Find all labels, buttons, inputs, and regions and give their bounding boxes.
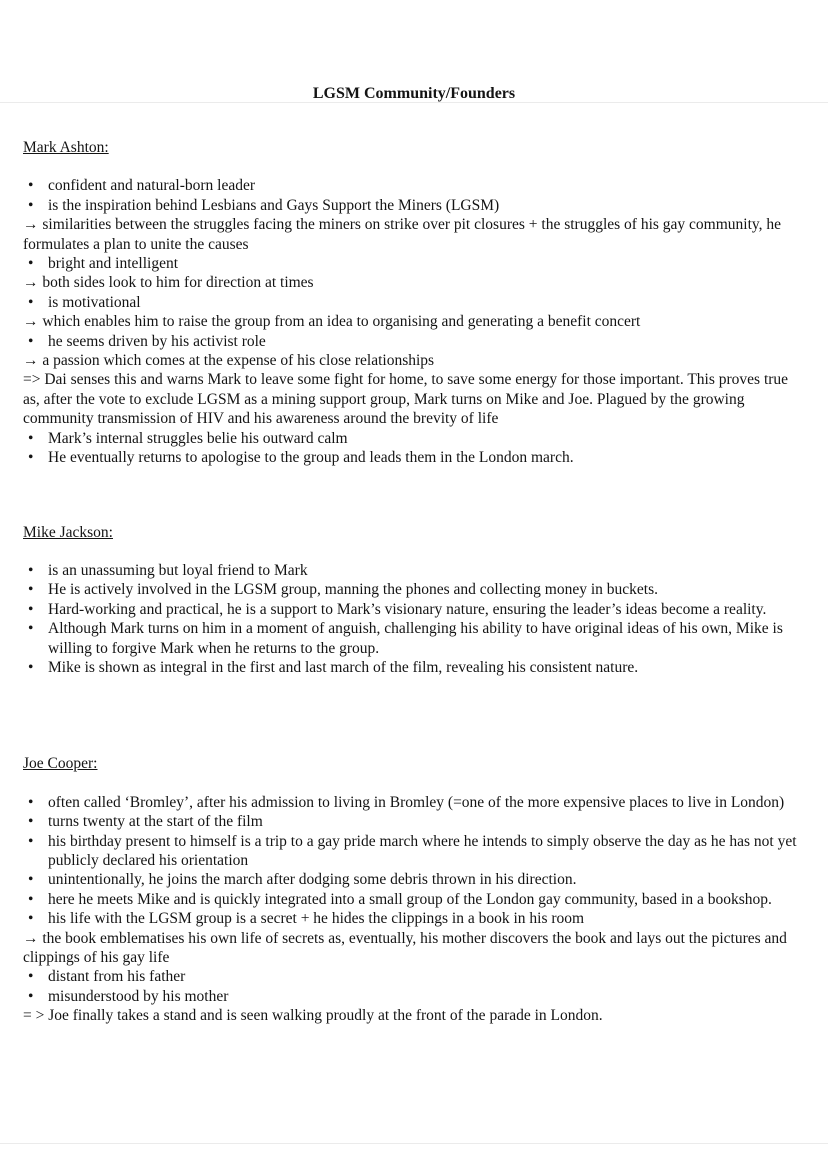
list-item-text: Although Mark turns on him in a moment of anguish, challenging his ability to have original ideas of his own, Mike is willing to forgive Mark when he returns to the group. [48, 620, 783, 657]
list-item [23, 658, 802, 677]
list-item [23, 580, 802, 599]
page-title: LGSM Community/Founders [312, 85, 516, 102]
bullet-marker: • [28, 793, 34, 811]
list-item [23, 987, 802, 1006]
list-item [23, 561, 802, 580]
bullet-marker: • [28, 813, 34, 831]
bullet-marker: • [28, 177, 34, 195]
list-item-text: bright and intelligent [48, 255, 179, 273]
arrow-line: → the book emblematises his own life of secrets as, eventually, his mother discovers the book and lays out the pictures and clippings of his gay life [23, 929, 787, 966]
list-item-text: is motivational [48, 293, 141, 311]
section-heading: Mark Ashton: [23, 139, 109, 156]
document-content [0, 103, 828, 1026]
list-item [23, 870, 802, 889]
bullet-marker: • [28, 196, 34, 214]
bullet-marker: • [28, 620, 34, 638]
list-item [23, 890, 802, 909]
list-item-text: is the inspiration behind Lesbians and Gays Support the Miners (LGSM) [48, 196, 500, 214]
list-item [23, 812, 802, 831]
note-line: => Dai senses this and warns Mark to leave some fight for home, to save some energy for those important. This proves true as, after the vote to exclude LGSM as a mining support group, Mark turns on Mike and Joe. Plagued by the growing community transmission of HIV and his awareness around the brevity of life [23, 371, 789, 428]
list-item-text: often called ‘Bromley’, after his admission to living in Bromley (=one of the more expensive places to live in London) [48, 793, 785, 811]
bullet-marker: • [28, 561, 34, 579]
bullet-marker: • [28, 832, 34, 850]
list-item-text: He is actively involved in the LGSM group, manning the phones and collecting money in buckets. [48, 581, 658, 599]
note-line: = > Joe finally takes a stand and is seen walking proudly at the front of the parade in London. [23, 1007, 603, 1025]
list-item [23, 600, 802, 619]
list-item [23, 429, 802, 448]
section-mike-jackson [23, 468, 802, 678]
bullet-marker: • [28, 910, 34, 928]
list-item-text: Mark’s internal struggles belie his outward calm [48, 429, 348, 447]
bullet-marker: • [28, 871, 34, 889]
list-item-text: here he meets Mike and is quickly integrated into a small group of the London gay community, based in a bookshop. [48, 890, 772, 908]
list-item [23, 293, 802, 312]
list-item-text: Hard-working and practical, he is a support to Mark’s visionary nature, ensuring the leader’s ideas become a reality. [48, 600, 767, 618]
bullet-marker: • [28, 600, 34, 618]
list-item [23, 967, 802, 986]
list-item [23, 793, 802, 812]
list-item [23, 619, 802, 658]
list-item [23, 909, 802, 928]
list-item-text: his birthday present to himself is a trip to a gay pride march where he intends to simply observe the day as he has not yet publicly declared his orientation [48, 832, 797, 869]
bullet-marker: • [28, 658, 34, 676]
arrow-line: → both sides look to him for direction at times [23, 274, 314, 292]
list-item-text: He eventually returns to apologise to the group and leads them in the London march. [48, 449, 574, 467]
list-item-text: he seems driven by his activist role [48, 332, 266, 350]
list-item-text: distant from his father [48, 968, 186, 986]
bullet-marker: • [28, 429, 34, 447]
section-heading: Joe Cooper: [23, 755, 98, 773]
list-item [23, 196, 802, 215]
bullet-marker: • [28, 332, 34, 350]
list-item-text: misunderstood by his mother [48, 987, 229, 1005]
arrow-line: → similarities between the struggles facing the miners on strike over pit closures + the struggles of his gay community, he formulates a plan to unite the causes [23, 216, 782, 253]
list-item-text: turns twenty at the start of the film [48, 813, 263, 831]
bullet-marker: • [28, 293, 34, 311]
list-item-text: is an unassuming but loyal friend to Mark [48, 561, 308, 579]
list-item-text: unintentionally, he joins the march after dodging some debris thrown in his direction. [48, 871, 577, 889]
arrow-line: → which enables him to raise the group from an idea to organising and generating a benefit concert [23, 313, 641, 331]
arrow-line: → a passion which comes at the expense of his close relationships [23, 352, 435, 370]
bullet-marker: • [28, 449, 34, 467]
section-joe-cooper [23, 677, 802, 1025]
bullet-marker: • [28, 890, 34, 908]
bullet-marker: • [28, 987, 34, 1005]
list-item [23, 254, 802, 273]
list-item [23, 176, 802, 195]
list-item-text: Mike is shown as integral in the first and last march of the film, revealing his consistent nature. [48, 658, 639, 676]
list-item [23, 832, 802, 871]
bottom-divider [0, 1143, 828, 1144]
bullet-marker: • [28, 255, 34, 273]
list-item [23, 332, 802, 351]
bullet-marker: • [28, 581, 34, 599]
list-item-text: his life with the LGSM group is a secret + he hides the clippings in a book in his room [48, 910, 585, 928]
section-mark-ashton [23, 103, 802, 468]
bullet-marker: • [28, 968, 34, 986]
section-heading: Mike Jackson: [23, 523, 113, 541]
top-divider [0, 102, 828, 103]
list-item [23, 448, 802, 467]
list-item-text: confident and natural-born leader [48, 177, 256, 195]
